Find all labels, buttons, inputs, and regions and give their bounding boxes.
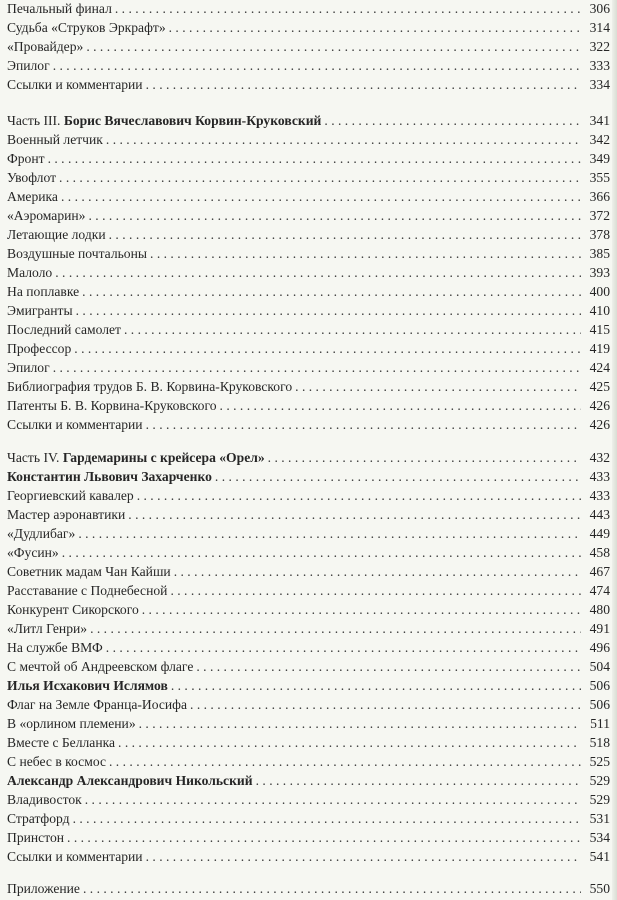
toc-entry-page: 506: [589, 678, 610, 693]
toc-entry: [7, 340, 610, 358]
toc-entry-page: 531: [589, 811, 610, 826]
toc-entry: [7, 416, 610, 434]
toc-section-heading: [7, 468, 610, 486]
toc-entry: [7, 321, 610, 339]
toc-entry-page: 400: [589, 284, 610, 299]
toc-entry: [7, 226, 610, 244]
toc-entry-title: Приложение: [7, 881, 80, 896]
toc-entry-page: 306: [589, 1, 610, 16]
toc-entry-page: 425: [589, 379, 610, 394]
toc-entry-page: 334: [589, 77, 610, 92]
toc-entry-appendix: [7, 880, 610, 898]
toc-entry-title: Георгиевский кавалер: [7, 488, 134, 503]
toc-entry-page: 341: [589, 113, 610, 128]
toc-entry: [7, 620, 610, 638]
toc-entry: [7, 582, 610, 600]
toc-entry-page: 415: [589, 322, 610, 337]
toc-entry-title: «Литл Генри»: [7, 621, 88, 636]
toc-entry-title: «Аэромарин»: [7, 208, 86, 223]
toc-entry-page: 541: [589, 849, 610, 864]
toc-entry-title: Ссылки и комментарии: [7, 77, 143, 92]
toc-entry-page: 433: [589, 469, 610, 484]
toc-section-heading: [7, 677, 610, 695]
toc-entry-title: Летающие лодки: [7, 227, 106, 242]
toc-entry: [7, 359, 610, 377]
toc-entry-title: На службе ВМФ: [7, 640, 103, 655]
toc-entry: [7, 487, 610, 505]
toc-entry: [7, 791, 610, 809]
toc-entry-page: 496: [589, 640, 610, 655]
toc-entry: [7, 264, 610, 282]
toc-entry-title: Эпилог: [7, 58, 50, 73]
toc-part-heading: [7, 449, 610, 467]
toc-entry-page: 443: [589, 507, 610, 522]
toc-entry: [7, 57, 610, 75]
toc-entry-title: Мастер аэронавтики: [7, 507, 126, 522]
toc-entry: [7, 715, 610, 733]
toc-entry-page: 426: [589, 417, 610, 432]
toc-entry: [7, 245, 610, 263]
toc-entry-page: 504: [589, 659, 610, 674]
toc-entry-title: Вместе с Белланка: [7, 735, 116, 750]
toc-entry-title: Судьба «Струков Эркрафт»: [7, 20, 166, 35]
toc-entry-title: Военный летчик: [7, 132, 103, 147]
toc-entry-page: 474: [589, 583, 610, 598]
toc-entry-page: 432: [589, 450, 610, 465]
toc-entry-page: 480: [589, 602, 610, 617]
toc-entry-title: Последний самолет: [7, 322, 121, 337]
toc-entry: [7, 601, 610, 619]
toc-part-heading: [7, 112, 610, 130]
toc-entry-page: 322: [589, 39, 610, 54]
toc-entry-title: Патенты Б. В. Корвина-Круковского: [7, 398, 217, 413]
toc-entry-title: В «орлином племени»: [7, 716, 136, 731]
toc-entry-page: 366: [589, 189, 610, 204]
toc-entry-title: Профессор: [7, 341, 72, 356]
toc-entry-page: 525: [589, 754, 610, 769]
toc-entry-title: Илья Исхакович Ислямов: [7, 678, 168, 693]
toc-entry: [7, 810, 610, 828]
toc-entry-title: Ссылки и комментарии: [7, 849, 143, 864]
toc-entry: [7, 639, 610, 657]
toc-entry-page: 529: [589, 773, 610, 788]
toc-entry-page: 424: [589, 360, 610, 375]
toc-entry-title: Расставание с Поднебесной: [7, 583, 168, 598]
toc-section-heading: [7, 772, 610, 790]
toc-entry-title: «Дудлибаг»: [7, 526, 76, 541]
part-label: Часть IV.: [7, 450, 60, 465]
toc-entry-title: На поплавке: [7, 284, 80, 299]
toc-entry: [7, 397, 610, 415]
toc-entry-page: 550: [589, 881, 610, 896]
toc-entry: [7, 19, 610, 37]
toc-entry-title: Малоло: [7, 265, 53, 280]
toc-entry-page: 342: [589, 132, 610, 147]
toc-entry-page: 419: [589, 341, 610, 356]
toc-entry-page: 458: [589, 545, 610, 560]
toc-entry: [7, 848, 610, 866]
toc-entry-page: 393: [589, 265, 610, 280]
toc-entry: [7, 207, 610, 225]
toc-entry-page: 349: [589, 151, 610, 166]
toc-entry: [7, 525, 610, 543]
toc-entry-title: Флаг на Земле Франца-Иосифа: [7, 697, 188, 712]
part-title: Борис Вячеславович Корвин-Круковский: [63, 113, 322, 128]
toc-entry: [7, 302, 610, 320]
toc-entry-title: Принстон: [7, 830, 65, 845]
part-title: Гардемарины с крейсера «Орел»: [62, 450, 265, 465]
toc-entry: [7, 0, 610, 18]
toc-entry-page: 518: [589, 735, 610, 750]
toc-entry-page: 449: [589, 526, 610, 541]
toc-entry-page: 378: [589, 227, 610, 242]
toc-entry-page: 372: [589, 208, 610, 223]
toc-entry-title: С небес в космос: [7, 754, 106, 769]
toc-entry: [7, 658, 610, 676]
toc-entry-title: Александр Александрович Никольский: [7, 773, 253, 788]
toc-entry-title: Печальный финал: [7, 1, 112, 16]
toc-entry: [7, 734, 610, 752]
toc-entry-title: Конкурент Сикорского: [7, 602, 139, 617]
toc-entry-title: Владивосток: [7, 792, 82, 807]
toc-entry-title: Стратфорд: [7, 811, 70, 826]
toc-entry-title: С мечтой об Андреевском флаге: [7, 659, 194, 674]
toc-entry-page: 333: [589, 58, 610, 73]
toc-entry-title: Америка: [7, 189, 58, 204]
toc-entry: [7, 753, 610, 771]
toc-entry-title: Воздушные почтальоны: [7, 246, 148, 261]
toc-entry-page: 355: [589, 170, 610, 185]
page-edge: [612, 0, 617, 900]
toc-entry: [7, 829, 610, 847]
toc-entry-page: 426: [589, 398, 610, 413]
toc-entry: [7, 563, 610, 581]
toc-entry-title: Эпилог: [7, 360, 50, 375]
toc-entry-page: 385: [589, 246, 610, 261]
toc-entry-page: 433: [589, 488, 610, 503]
toc-entry-title: «Провайдер»: [7, 39, 84, 54]
toc-entry-title: Ссылки и комментарии: [7, 417, 143, 432]
toc-entry-page: 534: [589, 830, 610, 845]
toc-entry-title: Эмигранты: [7, 303, 73, 318]
toc-entry-page: 511: [590, 716, 610, 731]
toc-entry-page: 529: [589, 792, 610, 807]
toc-entry-title: «Фусин»: [7, 545, 59, 560]
toc-entry-page: 314: [589, 20, 610, 35]
toc-entry: [7, 150, 610, 168]
toc-entry: [7, 378, 610, 396]
toc-entry: [7, 38, 610, 56]
toc-entry: [7, 169, 610, 187]
toc-entry: [7, 131, 610, 149]
toc-entry: [7, 506, 610, 524]
toc-entry-page: 410: [589, 303, 610, 318]
toc-entry-title: Советник мадам Чан Кайши: [7, 564, 171, 579]
toc-entry-title: Фронт: [7, 151, 45, 166]
toc-entry: [7, 696, 610, 714]
toc-entry-page: 491: [589, 621, 610, 636]
toc-entry: [7, 76, 610, 94]
toc-entry-page: 506: [589, 697, 610, 712]
toc-entry: [7, 544, 610, 562]
toc-entry: [7, 188, 610, 206]
toc-entry-title: Библиография трудов Б. В. Корвина-Круковского: [7, 379, 293, 394]
toc-entry-title: Константин Львович Захарченко: [7, 469, 212, 484]
toc-entry: [7, 283, 610, 301]
part-label: Часть III.: [7, 113, 61, 128]
toc-entry-title: Увофлот: [7, 170, 57, 185]
toc-entry-page: 467: [589, 564, 610, 579]
